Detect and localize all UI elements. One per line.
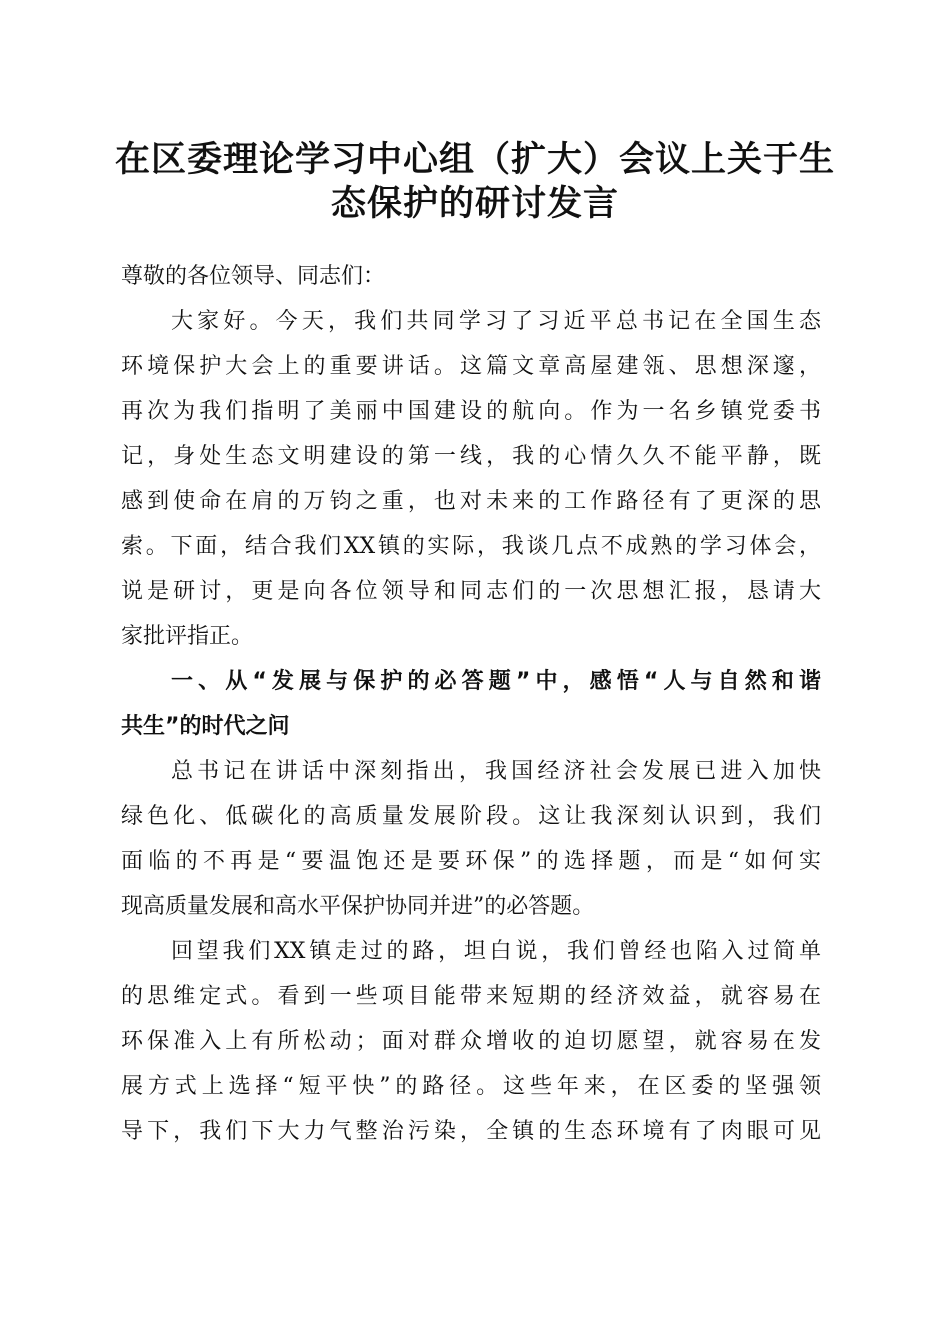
document-title-line-2: 态保护的研讨发言 (330, 184, 619, 224)
paragraph-line: 导下，我们下大力气整治污染，全镇的生态环境有了肉眼可见 (121, 1119, 821, 1144)
paragraph-line: 总书记在讲话中深刻指出，我国经济社会发展已进入加快 (171, 759, 821, 784)
section-heading-line: 共生”的时代之问 (121, 714, 290, 739)
paragraph-line: 环境保护大会上的重要讲话。这篇文章高屋建瓴、思想深邃， (121, 354, 821, 379)
section-heading-line: 一、从“发展与保护的必答题”中，感悟“人与自然和谐 (171, 669, 821, 694)
paragraph-line: 面临的不再是“要温饱还是要环保”的选择题，而是“如何实 (121, 849, 821, 874)
paragraph-line: 展方式上选择“短平快”的路径。这些年来，在区委的坚强领 (121, 1074, 821, 1099)
paragraph-line: 再次为我们指明了美丽中国建设的航向。作为一名乡镇党委书 (121, 399, 821, 424)
paragraph-line: 回望我们XX镇走过的路，坦白说，我们曾经也陷入过简单 (171, 939, 821, 964)
paragraph-line: 现高质量发展和高水平保护协同并进”的必答题。 (121, 894, 595, 919)
paragraph-line: 大家好。今天，我们共同学习了习近平总书记在全国生态 (171, 309, 821, 334)
document-title-line-1: 在区委理论学习中心组（扩大）会议上关于生 (114, 140, 835, 180)
paragraph-line: 说是研讨，更是向各位领导和同志们的一次思想汇报，恳请大 (121, 579, 821, 604)
paragraph-line: 的思维定式。看到一些项目能带来短期的经济效益，就容易在 (121, 984, 821, 1009)
paragraph-line: 家批评指正。 (121, 624, 254, 649)
paragraph-line: 记，身处生态文明建设的第一线，我的心情久久不能平静，既 (121, 444, 821, 469)
document-body (121, 254, 821, 1154)
paragraph-line: 感到使命在肩的万钧之重，也对未来的工作路径有了更深的思 (121, 489, 821, 514)
salutation: 尊敬的各位领导、同志们： (121, 264, 386, 289)
paragraph-line: 索。下面，结合我们XX镇的实际，我谈几点不成熟的学习体会， (121, 534, 821, 559)
paragraph-line: 环保准入上有所松动；面对群众增收的迫切愿望，就容易在发 (121, 1029, 821, 1054)
paragraph-line: 绿色化、低碳化的高质量发展阶段。这让我深刻认识到，我们 (121, 804, 821, 829)
